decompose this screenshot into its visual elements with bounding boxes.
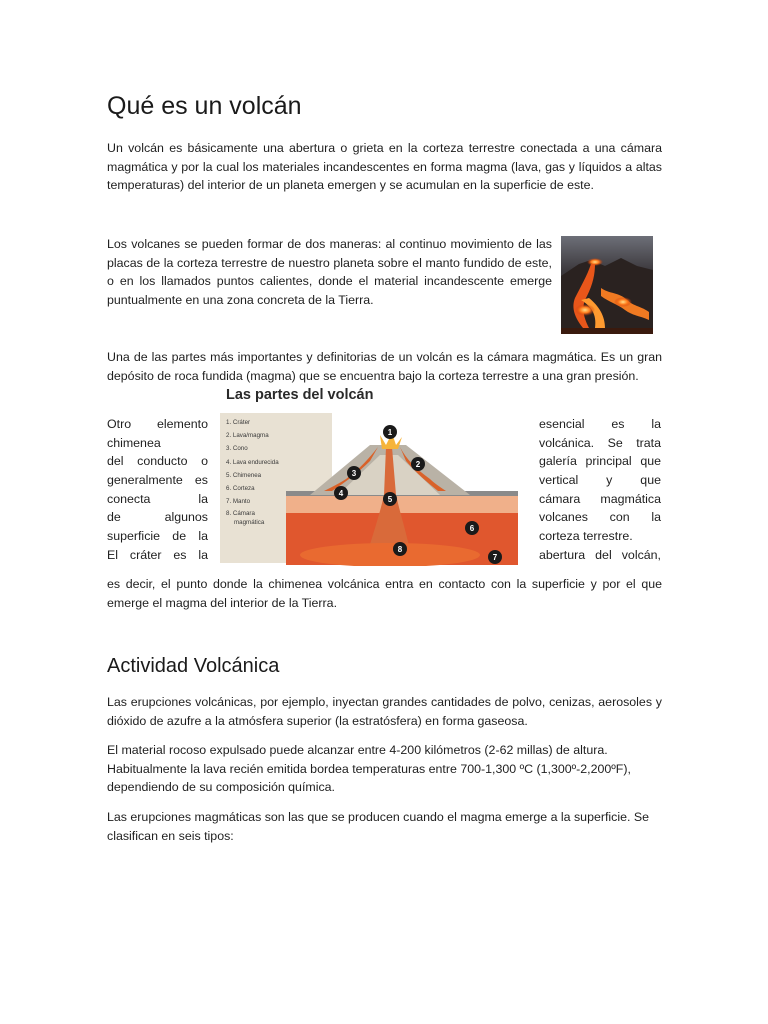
left-text-column [107,415,208,565]
text-line: Otro elemento [107,417,208,431]
text-line: del conducto o [107,454,208,469]
volcano-photo [561,236,653,334]
text-line: esencial es la [539,417,661,431]
section-title: Actividad Volcánica [107,655,280,677]
text-line: de algunos [107,510,208,525]
text-line: corteza terrestre. [539,529,633,544]
legend-item: 7. Manto [226,498,251,505]
text-line: conecta la [107,491,208,506]
marker-2: 2 [415,460,421,469]
text-line: volcanes con la [539,510,661,525]
magma-chamber [300,543,480,566]
marker-8: 8 [397,545,403,554]
activity-paragraph-2: El material rocoso expulsado puede alcanzar entre 4-200 kilómetros (2-62 millas) de altura. Habitualmente la lava recién emitida bordea temperaturas entre 700-1,300 ºC (1,300º-2,200ºF), dependiendo de su composición química. [107,743,631,795]
camara-paragraph: Una de las partes más importantes y definitorias de un volcán es la cámara magmática. Es un gran depósito de roca fundida (magma) que se encuentra bajo la corteza terrestre a una gran presión. [107,350,662,383]
legend-item: 5. Chimenea [226,472,262,479]
activity-paragraph-1: Las erupciones volcánicas, por ejemplo, inyectan grandes cantidades de polvo, cenizas, aerosoles y dióxido de azufre a la atmósfera superior (la estratósfera) en forma gaseosa. [107,695,662,728]
legend-item: 4. Lava endurecida [226,459,279,466]
activity-paragraph-3: Las erupciones magmáticas son las que se producen cuando el magma emerge a la superficie. Se clasifican en seis tipos: [107,810,650,843]
volcano-parts-diagram [220,383,530,566]
legend-item: 6. Corteza [226,485,255,492]
text-line: superficie de la [107,529,208,544]
legend-item: 8. Cámara [226,510,255,517]
marker-4: 4 [338,489,344,498]
crater-paragraph: es decir, el punto donde la chimenea volcánica entra en contacto con la superficie y por el que emerge el magma del interior de la Tierra. [107,577,662,610]
marker-7: 7 [492,553,498,562]
marker-5: 5 [387,495,393,504]
text-line: vertical y que [539,473,661,488]
legend-item: 3. Cono [226,445,248,452]
text-line: cámara magmática [539,491,661,506]
intro-paragraph: Un volcán es básicamente una abertura o grieta en la corteza terrestre conectada a una cámara magmática y por la cual los materiales incandescentes en forma magma (lava, gas y líquidos a altas temperaturas) del interior de un planeta emergen y se acumulan en la superficie de este. [107,141,662,193]
text-line: abertura del volcán, [539,547,661,562]
text-line: galería principal que [539,454,661,469]
text-line: generalmente es [107,473,208,488]
legend-item: 2. Lava/magma [226,432,269,439]
page-title: Qué es un volcán [107,92,302,120]
formation-paragraph: Los volcanes se pueden formar de dos maneras: al continuo movimiento de las placas de la corteza terrestre de nuestro planeta sobre el manto fundido de este, o en los llamados puntos calientes, donde el material incandescente emerge puntualmente en una zona concreta de la Tierra. [107,237,552,308]
text-line: volcánica. Se trata [539,435,661,450]
legend-item: 1. Cráter [226,419,251,426]
legend-item: magmática [234,519,265,526]
marker-3: 3 [351,469,357,478]
marker-1: 1 [387,428,393,437]
text-line: chimenea [107,435,161,450]
diagram-title: Las partes del volcán [226,387,374,403]
marker-6: 6 [469,524,475,533]
right-text-column [539,415,661,565]
text-line: El cráter es la [107,547,208,562]
crust-layer [286,495,518,513]
